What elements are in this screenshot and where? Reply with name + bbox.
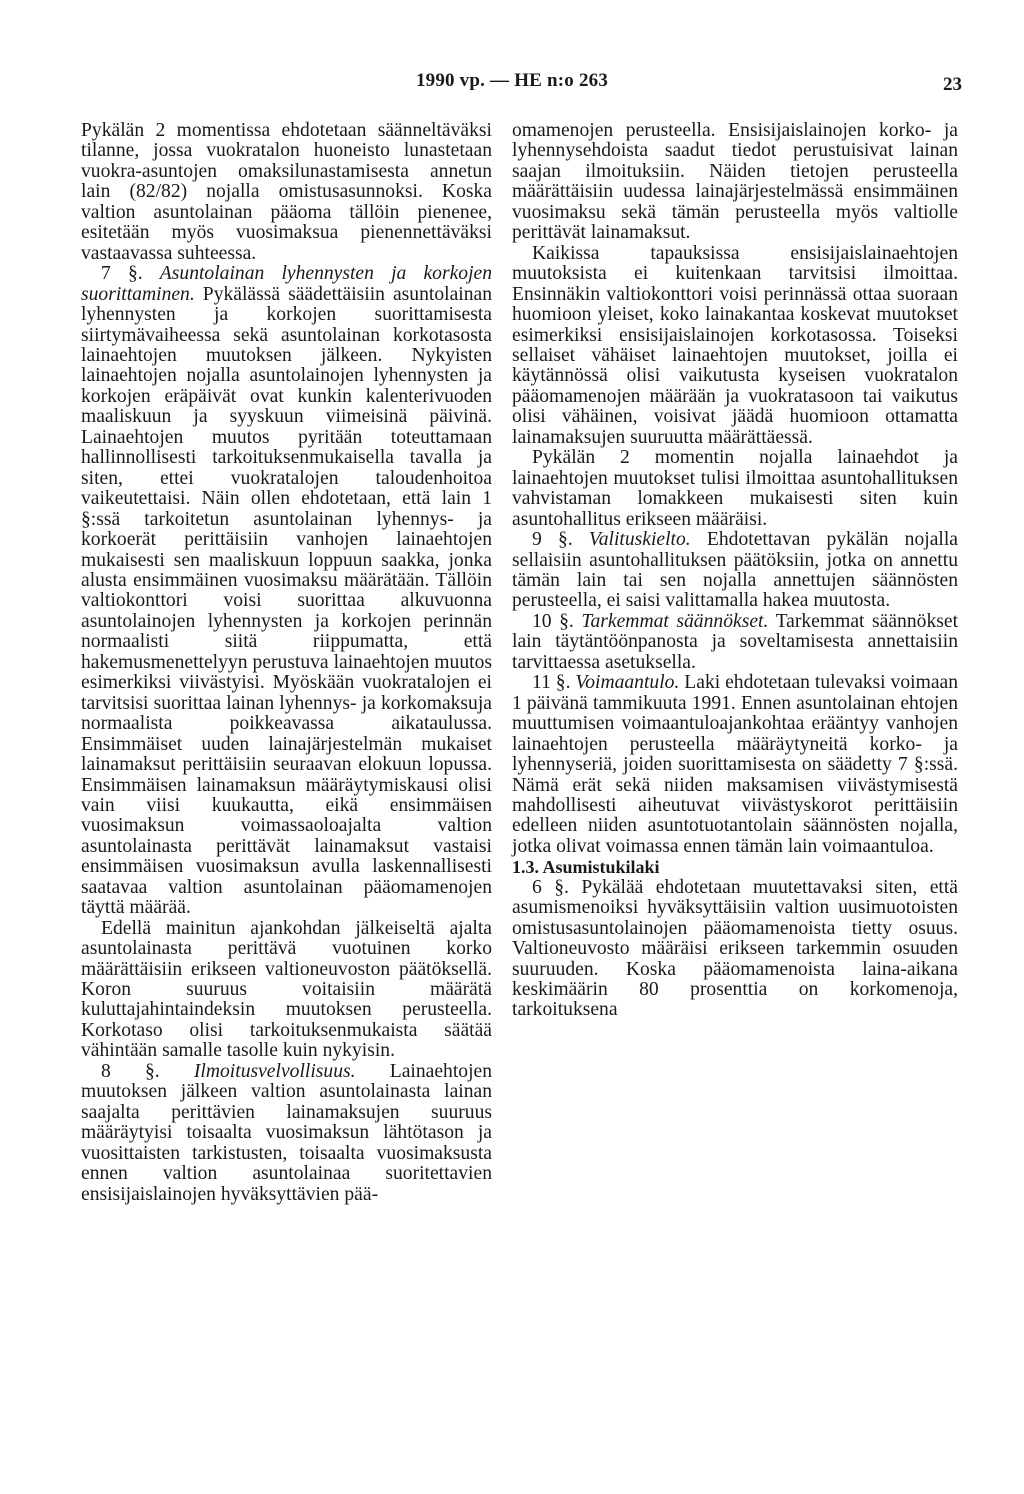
paragraph: Kaikissa tapauksissa ensisijaislainaehtojen muutoksista ei kuitenkaan tarvitsisi ilmoittaa. Ensinnäkin valtiokonttori voisi perinnässä ottaa suoraan huomioon yleiset, koko lainakantaa koskevat muutokset esimerkiksi ensisijaislainojen korkotasossa. Toiseksi sellaiset vähäiset lainaehtojen muutokset, joilla ei käytännössä olisi vaikutusta kyseisen vuokratalon pääomamenojen määrään ja vuokratasoon tai vaikutus olisi vähäinen, voisivat jäädä huomioon ottamatta lainamaksujen suuruutta määrättäessä. [512, 242, 958, 448]
left-column [81, 121, 492, 1205]
section-number: 9 §. [532, 529, 573, 551]
section-title: Valituskielto. [588, 529, 691, 551]
section-paragraph-10 [512, 612, 958, 673]
section-text: Ehdotettavan pykälän nojalla sellaisiin asuntohallituksen päätöksiin, jotka on annettu tämän lain tai sen nojalla annettujen säännösten perusteella, ei saisi valittamalla hakea muutosta. [512, 529, 959, 612]
section-text: Laki ehdotetaan tulevaksi voimaan 1 päivänä tammikuuta 1991. Ennen asuntolainan ehtojen muuttumisen voimaantuloajankohtaa erääntyy vanhojen lainaehtojen perusteella määräytyneitä korko- ja lyhennyseriä, joiden suorittamisesta on säädetty 7 §:ssä. Nämä erät sekä niiden maksamisen viivästymisestä mahdollisesti aiheutuvat viivästyskorot perittäisiin edelleen niiden asuntotuotantolain säännösten nojalla, jotka olivat voimassa ennen tämän lain voimaantuloa. [512, 672, 959, 857]
section-number: 11 §. [532, 672, 571, 694]
paragraph: Edellä mainitun ajankohdan jälkeiseltä ajalta asuntolainasta perittävä vuotuinen korko määrättäisiin erikseen valtioneuvoston päätöksellä. Koron suuruus voitaisiin määrätä kuluttajahintaindeksin muutoksen perusteella. Korkotaso olisi tarkoituksenmukaista säätää vähintään samalle tasolle kuin nykyisin. [81, 917, 492, 1062]
document-title: 1990 vp. — HE n:o 263 [415, 70, 609, 91]
section-paragraph-7 [81, 264, 492, 919]
section-title: Tarkemmat säännökset. [581, 610, 769, 632]
section-title: Voimaantulo. [575, 672, 680, 694]
page-number: 23 [943, 74, 962, 95]
section-title: Ilmoitusvelvollisuus. [193, 1060, 356, 1082]
section-paragraph-9 [512, 530, 958, 612]
section-heading: 1.3. Asumistukilaki [512, 857, 660, 878]
section-text: Lainaehtojen muutoksen jälkeen valtion asuntolainasta lainan saajalta perittävien lainamaksujen suuruus määräytyisi toisaalta vuosimaksun lähtötason ja vuosittaisten tarkistusten, toisaalta vuosimaksusta ennen valtion asuntolainaa suoritettavien ensisijaislainojen hyväksyttävien pää- [81, 1060, 493, 1205]
section-number: 7 §. [101, 263, 143, 285]
section-paragraph-8 [81, 1062, 492, 1205]
page-header [0, 70, 1024, 100]
section-title: Asuntolainan lyhennysten ja korkojen suorittaminen. [81, 263, 493, 305]
paragraph: Pykälän 2 momentin nojalla lainaehdot ja lainaehtojen muutokset tulisi ilmoittaa asuntohallituksen vahvistaman lomakkeen mukaisesti siten kuin asuntohallitus erikseen määräisi. [512, 447, 958, 530]
section-paragraph-11 [512, 673, 958, 857]
section-number: 10 §. [532, 610, 574, 632]
section-number: 8 §. [101, 1060, 160, 1082]
paragraph: 6 §. Pykälää ehdotetaan muutettavaksi siten, että asumismenoiksi hyväksyttäisiin valtion uusimuotoisten omistusasuntolainojen pääomamenoista tietty osuus. Valtioneuvosto määräisi erikseen tarkemmin osuuden suuruuden. Koska pääomamenoista laina-aikana keskimäärin 80 prosenttia on korkomenoja, tarkoituksena [512, 876, 958, 1021]
right-column [512, 121, 958, 1021]
section-text: Pykälässä säädettäisiin asuntolainan lyhennysten ja korkojen suorittamisesta siirtymävaiheessa sekä asuntolainan korkotasosta lainaehtojen muutoksen jälkeen. Nykyisten lainaehtojen nojalla asuntolainojen lyhennysten ja korkojen eräpäivät ovat kunkin kalenterivuoden maaliskuun ja syyskuun viimeisinä päivinä. Lainaehtojen muutos pyritään toteuttamaan hallinnollisesti tarkoituksenmukaisella tavalla ja siten, ettei vuokratalojen taloudenhoitoa vaikeutettaisi. Näin ollen ehdotetaan, että lain 1 §:ssä tarkoitetun asuntolainan lyhennys- ja korkoerät perittäisiin vanhojen lainaehtojen mukaisesti sen maaliskuun loppuun saakka, jonka alusta ensimmäinen vuosimaksu määrätään. Tällöin valtiokonttori voisi suorittaa alkuvuonna asuntolainojen lyhennysten ja korkojen perinnän normaalisti siitä riippumatta, että hakemusmenettelyyn perustuva lainaehtojen muutos esimerkiksi viivästyisi. Myöskään vuokratalojen ei tarvitsisi suorittaa lainan lyhennys- ja korkomaksuja normaalista poikkeavassa aikataulussa. Ensimmäiset uuden lainajärjestelmän mukaiset lainamaksut perittäisiin seuraavan elokuun lopussa. Ensimmäisen lainamaksun määräytymiskausi olisi vain viisi kuukautta, eikä ensimmäisen vuosimaksun voimassaoloajalta valtion asuntolainasta perittävät lainamaksut vastaisi ensimmäisen vuosimaksun avulla laskennallisesti saatavaa valtion asuntolainan pääomamenojen täyttä määrää. [81, 283, 492, 919]
section-text: Tarkemmat säännökset lain täytäntöönpanosta ja soveltamisesta annettaisiin tarvittaessa asetuksella. [512, 610, 959, 673]
paragraph: omamenojen perusteella. Ensisijaislainojen korko- ja lyhennysehdoista saadut tiedot perustuisivat lainan saajan ilmoituksiin. Näiden tietojen perusteella määrättäisiin uudessa lainajärjestelmässä ensimmäinen vuosimaksu sekä tämän perusteella myös valtiolle perittävät lainamaksut. [512, 120, 958, 244]
paragraph: Pykälän 2 momentissa ehdotetaan säänneltäväksi tilanne, jossa vuokratalon huoneisto lunastetaan vuokra-asuntojen omaksilunastamisesta annetun lain (82/82) nojalla omistusasunnoksi. Koska valtion asuntolainan pääoma tällöin pienenee, esitetään myös vuosimaksua pienennettäväksi vastaavassa suhteessa. [81, 120, 492, 264]
